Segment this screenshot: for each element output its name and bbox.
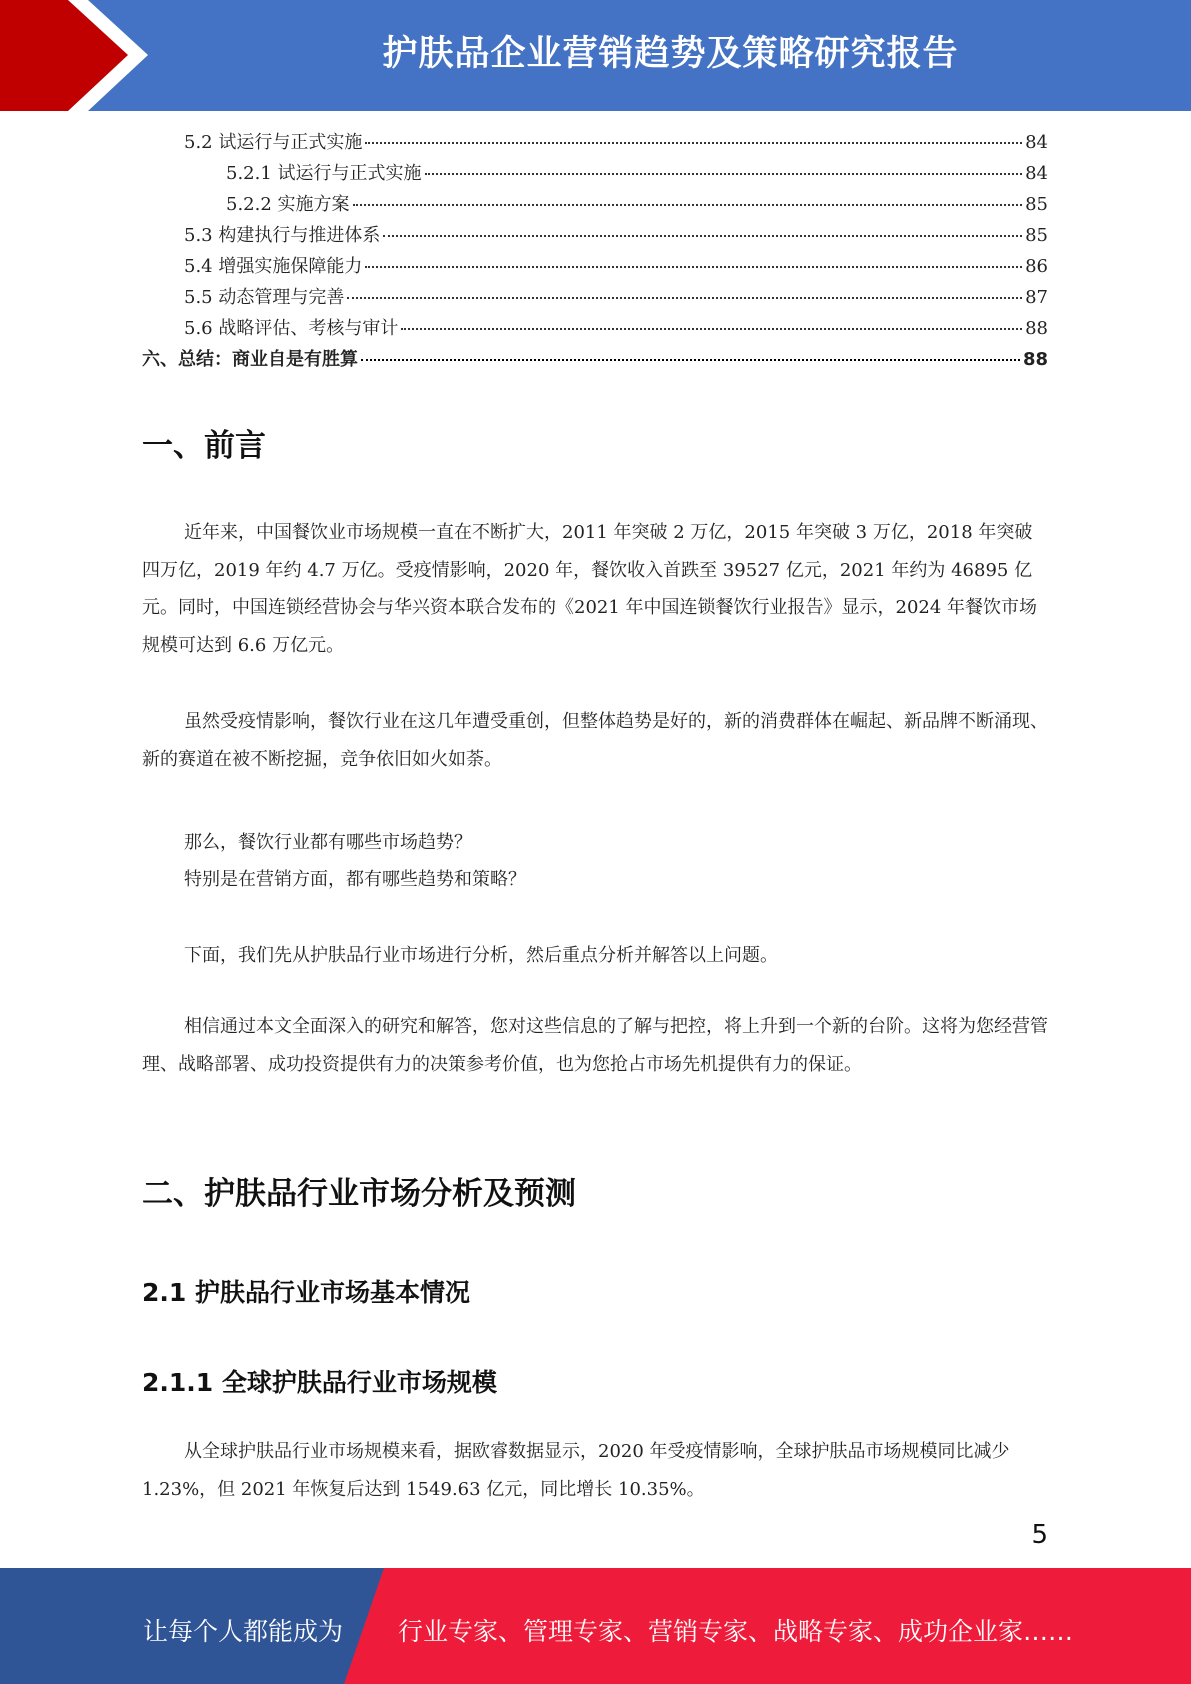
toc-entry[interactable] bbox=[142, 128, 1048, 159]
body-line: 下面，我们先从护肤品行业市场进行分析，然后重点分析并解答以上问题。 bbox=[184, 945, 778, 966]
toc-entry[interactable] bbox=[142, 283, 1048, 314]
toc-entry[interactable] bbox=[142, 221, 1048, 252]
toc-entry-chapter[interactable] bbox=[142, 345, 1048, 376]
toc-leader bbox=[365, 266, 1022, 268]
subsection-heading: 2.1 护肤品行业市场基本情况 bbox=[142, 1278, 470, 1307]
toc-entry-page: 85 bbox=[1025, 194, 1048, 215]
page-number: 5 bbox=[1031, 1520, 1048, 1550]
toc-entry[interactable] bbox=[142, 314, 1048, 345]
toc-entry-page: 88 bbox=[1022, 349, 1048, 370]
toc-leader bbox=[347, 297, 1022, 299]
body-paragraph: 从全球护肤品行业市场规模来看，据欧睿数据显示，2020 年受疫情影响，全球护肤品市场规模同比减少 1.23%，但 2021 年恢复后达到 1549.63 亿元，同比增长 10.35%。 bbox=[142, 1441, 1010, 1500]
body-line: 特别是在营销方面，都有哪些趋势和策略？ bbox=[184, 869, 526, 890]
toc-leader bbox=[353, 204, 1023, 206]
body-paragraph: 相信通过本文全面深入的研究和解答，您对这些信息的了解与把控，将上升到一个新的台阶。这将为您经营管理、战略部署、成功投资提供有力的决策参考价值，也为您抢占市场先机提供有力的保证。 bbox=[142, 1016, 1048, 1075]
toc-entry-label: 5.2 试运行与正式实施 bbox=[184, 132, 363, 153]
toc-entry[interactable] bbox=[142, 159, 1048, 190]
toc-entry[interactable] bbox=[142, 190, 1048, 221]
toc-entry-page: 84 bbox=[1025, 132, 1048, 153]
toc-leader bbox=[401, 328, 1022, 330]
toc-entry-page: 88 bbox=[1025, 318, 1048, 339]
body-paragraph: 近年来，中国餐饮业市场规模一直在不断扩大，2011 年突破 2 万亿，2015 年突破 3 万亿，2018 年突破四万亿，2019 年约 4.7 万亿。受疫情影响，2020 年，餐饮收入首跌至 39527 亿元，2021 年约为 46895 亿元。同时，中国连锁经营协会与华兴资本联合发布的《2021 年中国连锁餐饮行业报告》显示，2024 年餐饮市场规模可达到 6.6 万亿元。 bbox=[142, 522, 1038, 656]
toc-entry-label: 5.4 增强实施保障能力 bbox=[184, 256, 363, 277]
toc-entry-label: 5.2.2 实施方案 bbox=[226, 194, 350, 215]
section-heading: 一、前言 bbox=[142, 428, 266, 464]
toc-leader bbox=[383, 235, 1022, 237]
toc-entry-label: 5.2.1 试运行与正式实施 bbox=[226, 163, 422, 184]
toc-entry-label: 5.6 战略评估、考核与审计 bbox=[184, 318, 399, 339]
footer-roles: 行业专家、管理专家、营销专家、战略专家、成功企业家…… bbox=[398, 1617, 1074, 1646]
toc-entry-page: 86 bbox=[1025, 256, 1048, 277]
body-paragraph: 虽然受疫情影响，餐饮行业在这几年遭受重创，但整体趋势是好的，新的消费群体在崛起、新品牌不断涌现、新的赛道在被不断挖掘，竞争依旧如火如荼。 bbox=[142, 711, 1048, 770]
table-of-contents bbox=[142, 128, 1048, 376]
toc-leader bbox=[425, 173, 1023, 175]
header-banner bbox=[0, 0, 1191, 111]
toc-entry-label: 六、总结：商业自是有胜算 bbox=[142, 349, 358, 370]
body-line: 那么，餐饮行业都有哪些市场趋势？ bbox=[184, 832, 472, 853]
footer-slogan: 让每个人都能成为 bbox=[143, 1617, 344, 1646]
toc-entry-label: 5.3 构建执行与推进体系 bbox=[184, 225, 381, 246]
subsection-heading: 2.1.1 全球护肤品行业市场规模 bbox=[142, 1368, 497, 1397]
toc-entry-label: 5.5 动态管理与完善 bbox=[184, 287, 345, 308]
toc-entry[interactable] bbox=[142, 252, 1048, 283]
section-heading: 二、护肤品行业市场分析及预测 bbox=[142, 1176, 576, 1212]
toc-leader bbox=[361, 359, 1020, 361]
toc-leader bbox=[365, 142, 1022, 144]
toc-entry-page: 85 bbox=[1025, 225, 1048, 246]
toc-entry-page: 87 bbox=[1025, 287, 1048, 308]
footer-banner bbox=[0, 1568, 1191, 1684]
toc-entry-page: 84 bbox=[1025, 163, 1048, 184]
document-title: 护肤品企业营销趋势及策略研究报告 bbox=[382, 34, 959, 74]
